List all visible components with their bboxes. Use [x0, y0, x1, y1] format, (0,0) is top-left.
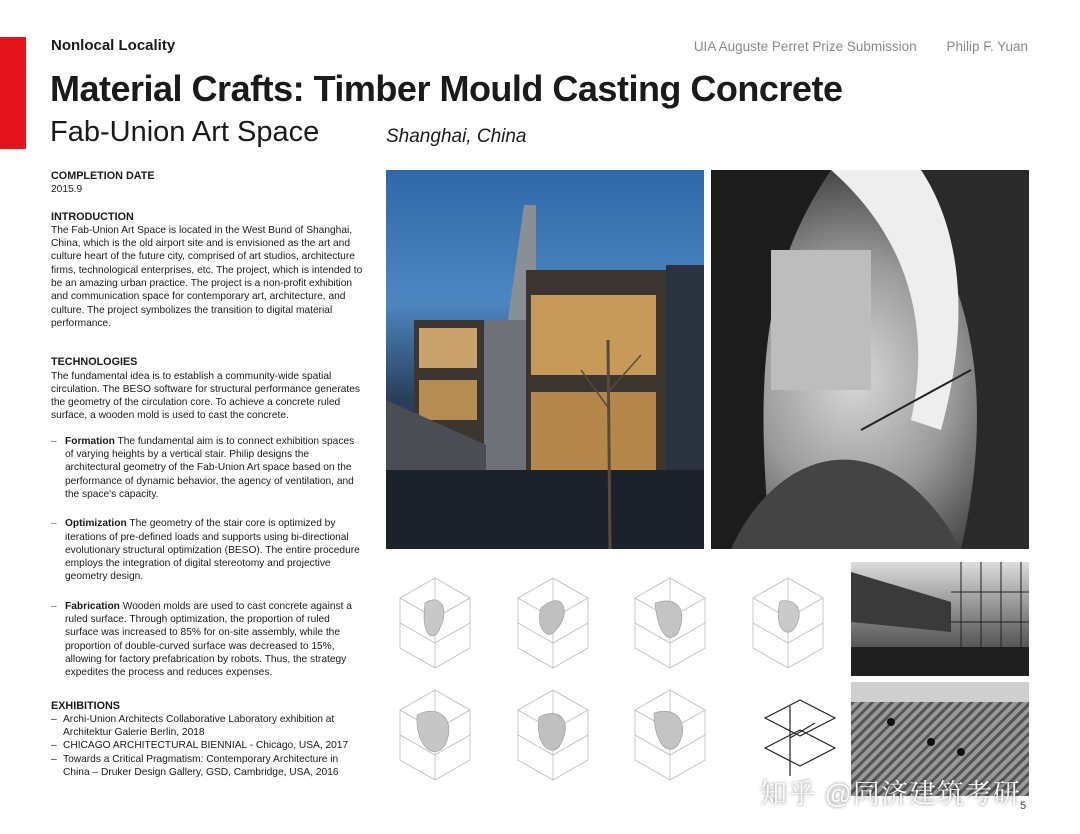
exhibitions-list: [51, 713, 363, 779]
item-term: Fabrication: [65, 600, 120, 612]
technologies-list: [51, 435, 363, 680]
exhibitions-heading: EXHIBITIONS: [51, 699, 120, 712]
accent-bar: [0, 37, 26, 149]
introduction-heading: INTRODUCTION: [51, 210, 134, 223]
introduction-section: [51, 211, 363, 331]
submission-label: UIA Auguste Perret Prize Submission: [693, 39, 917, 54]
item-text: The fundamental aim is to connect exhibition spaces of varying heights by a vertical stair. Philip designs the architectural geometry of the Fab-Union Art space based on the performance of dynamic behavior, the agency of ventilation, and the space's capacity.: [65, 435, 355, 500]
list-item: [51, 435, 363, 501]
page-title: Material Crafts: Timber Mould Casting Concrete: [50, 68, 843, 109]
item-text: Wooden molds are used to cast concrete against a ruled surface. Through optimization, the proportion of ruled surface was increased to 85% for on-site assembly, while the proportion of double-curved surface was decreased to 15%, allowing for factory prefabrication by robots. Thus, the strategy expedites the process and reduces expenses.: [65, 600, 352, 679]
page-subtitle: Fab-Union Art Space: [50, 116, 320, 148]
optimization-diagram-5: [395, 685, 475, 785]
exterior-dusk-photo: [386, 170, 704, 549]
optimization-diagram-7: [630, 685, 710, 785]
technologies-heading: TECHNOLOGIES: [51, 356, 138, 369]
author-label: Philip F. Yuan: [946, 39, 1028, 54]
item-term: Optimization: [65, 518, 127, 530]
completion-heading: COMPLETION DATE: [51, 170, 155, 182]
exhibitions-section: [51, 700, 363, 780]
optimization-diagram-4: [748, 573, 828, 673]
optimization-diagram-2: [513, 573, 593, 673]
technologies-text: The fundamental idea is to establish a community-wide spatial circulation. The BESO software for structural performance generates the geometry of the circulation core. To achieve a concrete ruled surface, a wooden mold is used to cast the concrete.: [51, 370, 360, 422]
page-number: 5: [1020, 800, 1027, 812]
location-label: Shanghai, China: [386, 126, 527, 147]
introduction-text: The Fab-Union Art Space is located in the West Bund of Shanghai, China, which is the old airport site and is envisioned as the art and culture heart of the future city, comprised of art studios, architecture firms, technological enterprises, etc. The project, which is intended to be an amazing urban practice. The project is a non-profit exhibition and communication space for contemporary art, architecture, and culture. The project symbolizes the transition to digital material performance.: [51, 224, 363, 329]
section-label: Nonlocal Locality: [51, 37, 176, 54]
text-column: [51, 170, 363, 779]
list-item: – Archi-Union Architects Collaborative Laboratory exhibition at Architektur Galerie Berlin, 2018: [51, 713, 363, 740]
optimization-diagram-3: [630, 573, 710, 673]
construction-site-photo: [851, 562, 1029, 676]
optimization-diagram-1: [395, 573, 475, 673]
header-right: [668, 39, 1028, 54]
completion-section: [51, 170, 363, 197]
item-text: The geometry of the stair core is optimized by iterations of pre-defined loads and supports using bi-directional evolutionary structural optimization (BESO). The entire procedure employs the integration of digital stereotomy and projective geometry design.: [65, 518, 360, 583]
list-item: [51, 600, 363, 680]
list-item: – Towards a Critical Pragmatism: Contemporary Architecture in China – Druker Design Gallery, GSD, Cambridge, USA, 2016: [51, 753, 363, 780]
completion-value: 2015.9: [51, 184, 83, 196]
optimization-diagram-6: [513, 685, 593, 785]
item-term: Formation: [65, 435, 115, 447]
watermark: 知乎 @同济建筑考研: [760, 779, 1021, 809]
interior-stair-photo: [711, 170, 1029, 549]
list-item: [51, 517, 363, 583]
list-item: – CHICAGO ARCHITECTURAL BIENNIAL - Chicago, USA, 2017: [51, 739, 363, 752]
technologies-section: [51, 356, 363, 679]
